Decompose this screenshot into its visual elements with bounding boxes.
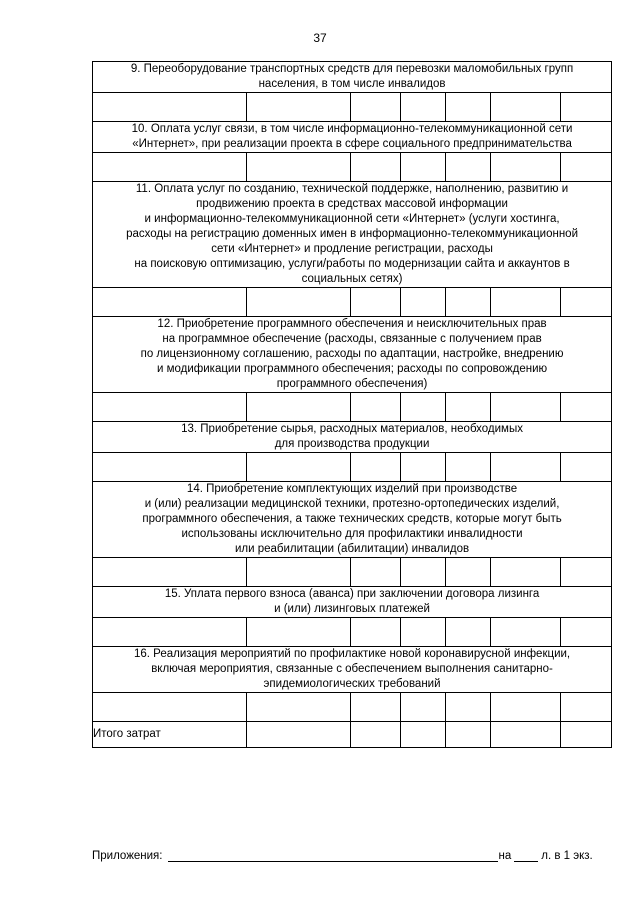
section-heading-cell: [93, 647, 612, 693]
section-data-row: [93, 393, 612, 422]
table-cell[interactable]: [351, 288, 401, 317]
section-heading-row: [93, 422, 612, 453]
table-cell[interactable]: [561, 153, 612, 182]
table-cell[interactable]: [491, 722, 561, 748]
pages-suffix: л. в 1 экз.: [541, 850, 593, 862]
table-cell[interactable]: [401, 693, 446, 722]
page-number: 37: [313, 31, 327, 45]
section-heading-cell: [93, 122, 612, 153]
table-cell[interactable]: [351, 153, 401, 182]
table-cell[interactable]: [491, 693, 561, 722]
table-cell[interactable]: [491, 288, 561, 317]
section-data-row: [93, 93, 612, 122]
table-cell[interactable]: [351, 93, 401, 122]
attachments-field[interactable]: [168, 849, 498, 862]
table-cell[interactable]: [446, 453, 491, 482]
table-cell[interactable]: [446, 618, 491, 647]
section-heading-cell: [93, 182, 612, 288]
attachments-label: Приложения:: [92, 850, 163, 862]
table-cell[interactable]: [561, 288, 612, 317]
table-cell[interactable]: [93, 288, 247, 317]
table-cell[interactable]: [491, 153, 561, 182]
table-cell[interactable]: [247, 393, 351, 422]
section-heading: 14. Приобретение комплектующих изделий при производстве и (или) реализации медицинской техники, протезно-ортопедических изделий, программного обеспечения, а также технических средств, которые могут быть использованы исключительно для профилактики инвалидности или реабилитации (абилитации) инвалидов: [142, 483, 562, 555]
cost-table: [92, 61, 612, 748]
section-data-row: [93, 153, 612, 182]
section-heading-row: [93, 122, 612, 153]
table-cell[interactable]: [401, 558, 446, 587]
table-cell[interactable]: [446, 393, 491, 422]
table-cell[interactable]: [247, 453, 351, 482]
table-cell[interactable]: [247, 693, 351, 722]
table-cell[interactable]: [351, 693, 401, 722]
total-label: Итого затрат: [93, 722, 247, 748]
table-cell[interactable]: [93, 93, 247, 122]
table-cell[interactable]: [351, 618, 401, 647]
table-cell[interactable]: [247, 153, 351, 182]
table-cell[interactable]: [401, 393, 446, 422]
table-cell[interactable]: [446, 288, 491, 317]
section-heading: 15. Уплата первого взноса (аванса) при заключении договора лизинга и (или) лизинговых платежей: [164, 588, 540, 615]
table-cell[interactable]: [401, 453, 446, 482]
table-cell[interactable]: [351, 453, 401, 482]
section-heading-row: [93, 62, 612, 93]
total-row: [93, 722, 612, 748]
pages-prefix: на: [498, 850, 512, 862]
table-cell[interactable]: [93, 453, 247, 482]
table-cell[interactable]: [491, 93, 561, 122]
section-heading-cell: [93, 587, 612, 618]
table-cell[interactable]: [93, 393, 247, 422]
table-cell[interactable]: [446, 93, 491, 122]
table-cell[interactable]: [446, 693, 491, 722]
table-cell[interactable]: [561, 453, 612, 482]
table-cell[interactable]: [446, 722, 491, 748]
table-cell[interactable]: [561, 722, 612, 748]
table-cell[interactable]: [93, 618, 247, 647]
table-cell[interactable]: [351, 722, 401, 748]
table-cell[interactable]: [247, 288, 351, 317]
table-cell[interactable]: [561, 93, 612, 122]
attachments-line: [92, 849, 611, 862]
section-heading-cell: [93, 62, 612, 93]
section-heading-cell: [93, 482, 612, 558]
section-data-row: [93, 693, 612, 722]
table-cell[interactable]: [491, 558, 561, 587]
table-cell[interactable]: [247, 558, 351, 587]
section-heading: 16. Реализация мероприятий по профилактике новой коронавирусной инфекции, включая мероприятия, связанные с обеспечением выполнения санитарно- эпидемиологических требований: [133, 648, 571, 690]
table-cell[interactable]: [561, 693, 612, 722]
pages-count-field[interactable]: [514, 849, 538, 862]
section-heading-row: [93, 647, 612, 693]
table-cell[interactable]: [351, 558, 401, 587]
table-cell[interactable]: [561, 558, 612, 587]
table-cell[interactable]: [247, 722, 351, 748]
section-heading: 11. Оплата услуг по созданию, технической поддержке, наполнению, развитию и продвижению проекта в средствах массовой информации и информационно-телекоммуникационной сети «Интернет» (услуги хостинга, расходы на регистрацию доменных имен в информационно-телекоммуникационной сети «Интернет» и продление регистрации, расходы на поисковую оптимизацию, услуги/работы по модернизации сайта и аккаунтов в социальных сетях): [126, 183, 578, 285]
table-cell[interactable]: [93, 558, 247, 587]
table-cell[interactable]: [491, 393, 561, 422]
section-data-row: [93, 453, 612, 482]
table-cell[interactable]: [446, 558, 491, 587]
table-cell[interactable]: [491, 453, 561, 482]
section-heading-cell: [93, 422, 612, 453]
section-heading-row: [93, 587, 612, 618]
table-cell[interactable]: [401, 153, 446, 182]
section-data-row: [93, 558, 612, 587]
table-cell[interactable]: [446, 153, 491, 182]
section-heading-row: [93, 482, 612, 558]
table-cell[interactable]: [351, 393, 401, 422]
table-cell[interactable]: [247, 93, 351, 122]
section-data-row: [93, 288, 612, 317]
section-heading-cell: [93, 317, 612, 393]
table-cell[interactable]: [401, 288, 446, 317]
section-heading-row: [93, 317, 612, 393]
section-heading: 10. Оплата услуг связи, в том числе информационно-телекоммуникационной сети «Интернет», при реализации проекта в сфере социального предпринимательства: [131, 123, 573, 150]
table-cell[interactable]: [401, 93, 446, 122]
section-heading: 13. Приобретение сырья, расходных материалов, необходимых для производства продукции: [181, 423, 523, 450]
table-cell[interactable]: [93, 693, 247, 722]
section-heading: 9. Переоборудование транспортных средств для перевозки маломобильных групп населения, в том числе инвалидов: [130, 63, 574, 90]
table-cell[interactable]: [561, 618, 612, 647]
table-cell[interactable]: [561, 393, 612, 422]
section-data-row: [93, 618, 612, 647]
section-heading-row: [93, 182, 612, 288]
table-cell[interactable]: [93, 153, 247, 182]
section-heading: 12. Приобретение программного обеспечения и неисключительных прав на программное обеспечение (расходы, связанные с получением прав по лицензионному соглашению, расходы по адаптации, настройке, внедрению и модификации программного обеспечения; расходы по сопровождению программного обеспечения): [140, 318, 564, 390]
table-cell[interactable]: [491, 618, 561, 647]
table-cell[interactable]: [401, 618, 446, 647]
table-cell[interactable]: [401, 722, 446, 748]
table-cell[interactable]: [247, 618, 351, 647]
